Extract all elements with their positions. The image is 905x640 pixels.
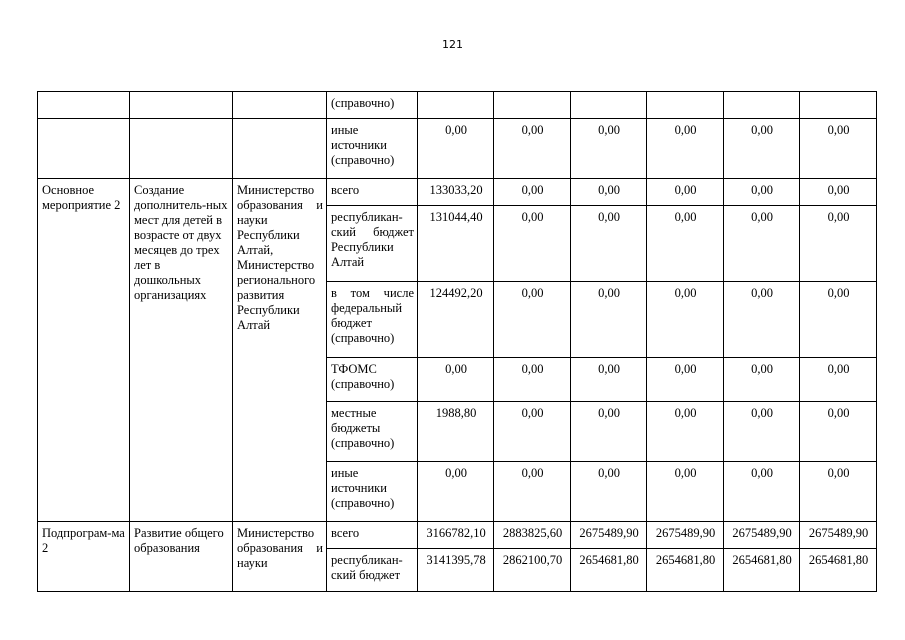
activity-cell: Создание дополнитель-ных мест для детей в возрасте от двух месяцев до трех лет в дошкольных организациях bbox=[130, 179, 233, 522]
program-cell bbox=[38, 119, 130, 179]
value-cell: 0,00 bbox=[647, 206, 724, 282]
activity-cell bbox=[130, 119, 233, 179]
value-cell: 0,00 bbox=[494, 179, 571, 206]
value-cell: 0,00 bbox=[418, 462, 494, 522]
value-cell: 0,00 bbox=[494, 119, 571, 179]
source-cell: иные источники (справочно) bbox=[327, 462, 418, 522]
value-cell bbox=[571, 92, 647, 119]
executor-cell: Министерство образования и науки bbox=[233, 522, 327, 592]
table-row bbox=[38, 92, 877, 119]
value-cell: 0,00 bbox=[571, 179, 647, 206]
value-cell: 3166782,10 bbox=[418, 522, 494, 549]
value-cell bbox=[647, 92, 724, 119]
program-cell: Подпрограм-ма 2 bbox=[38, 522, 130, 592]
value-cell: 2883825,60 bbox=[494, 522, 571, 549]
value-cell: 0,00 bbox=[800, 206, 877, 282]
executor-cell: Министерство образования и науки Республики Алтай, Министерство регионального развития Республики Алтай bbox=[233, 179, 327, 522]
value-cell: 2675489,90 bbox=[647, 522, 724, 549]
value-cell: 0,00 bbox=[800, 119, 877, 179]
table-row bbox=[38, 119, 877, 179]
source-cell: всего bbox=[327, 179, 418, 206]
source-cell: республикан-ский бюджет bbox=[327, 549, 418, 592]
value-cell: 0,00 bbox=[571, 402, 647, 462]
budget-table bbox=[37, 91, 877, 592]
source-cell: ТФОМС (справочно) bbox=[327, 358, 418, 402]
source-cell: (справочно) bbox=[327, 92, 418, 119]
value-cell: 0,00 bbox=[800, 282, 877, 358]
value-cell: 0,00 bbox=[724, 119, 800, 179]
value-cell: 2654681,80 bbox=[800, 549, 877, 592]
value-cell: 0,00 bbox=[724, 206, 800, 282]
value-cell: 0,00 bbox=[724, 282, 800, 358]
value-cell bbox=[418, 92, 494, 119]
value-cell: 2654681,80 bbox=[571, 549, 647, 592]
value-cell bbox=[800, 92, 877, 119]
program-cell bbox=[38, 92, 130, 119]
value-cell: 124492,20 bbox=[418, 282, 494, 358]
value-cell: 0,00 bbox=[571, 462, 647, 522]
activity-cell bbox=[130, 92, 233, 119]
value-cell: 0,00 bbox=[724, 462, 800, 522]
value-cell bbox=[494, 92, 571, 119]
value-cell: 2654681,80 bbox=[724, 549, 800, 592]
value-cell: 0,00 bbox=[647, 358, 724, 402]
value-cell: 0,00 bbox=[647, 179, 724, 206]
value-cell: 0,00 bbox=[724, 402, 800, 462]
value-cell: 0,00 bbox=[800, 358, 877, 402]
source-cell: иные источники (справочно) bbox=[327, 119, 418, 179]
value-cell: 2675489,90 bbox=[724, 522, 800, 549]
value-cell: 0,00 bbox=[494, 462, 571, 522]
value-cell: 0,00 bbox=[647, 402, 724, 462]
table-row bbox=[38, 522, 877, 549]
value-cell: 0,00 bbox=[418, 119, 494, 179]
value-cell: 0,00 bbox=[800, 462, 877, 522]
page-number: 121 bbox=[442, 38, 463, 51]
value-cell: 0,00 bbox=[494, 402, 571, 462]
value-cell: 0,00 bbox=[418, 358, 494, 402]
value-cell bbox=[724, 92, 800, 119]
executor-cell bbox=[233, 119, 327, 179]
value-cell: 1988,80 bbox=[418, 402, 494, 462]
value-cell: 0,00 bbox=[494, 282, 571, 358]
table-row bbox=[38, 179, 877, 206]
value-cell: 131044,40 bbox=[418, 206, 494, 282]
value-cell: 0,00 bbox=[724, 358, 800, 402]
activity-cell: Развитие общего образования bbox=[130, 522, 233, 592]
source-cell: всего bbox=[327, 522, 418, 549]
value-cell: 2675489,90 bbox=[800, 522, 877, 549]
value-cell: 0,00 bbox=[571, 206, 647, 282]
value-cell: 0,00 bbox=[571, 282, 647, 358]
value-cell: 2654681,80 bbox=[647, 549, 724, 592]
source-cell: в том числе федеральный бюджет (справочно) bbox=[327, 282, 418, 358]
source-cell: местные бюджеты (справочно) bbox=[327, 402, 418, 462]
value-cell: 0,00 bbox=[724, 179, 800, 206]
value-cell: 2675489,90 bbox=[571, 522, 647, 549]
value-cell: 2862100,70 bbox=[494, 549, 571, 592]
value-cell: 0,00 bbox=[494, 358, 571, 402]
value-cell: 0,00 bbox=[647, 119, 724, 179]
executor-cell bbox=[233, 92, 327, 119]
value-cell: 0,00 bbox=[494, 206, 571, 282]
value-cell: 0,00 bbox=[647, 282, 724, 358]
program-cell: Основное мероприятие 2 bbox=[38, 179, 130, 522]
value-cell: 0,00 bbox=[571, 119, 647, 179]
source-cell: республикан-ский бюджет Республики Алтай bbox=[327, 206, 418, 282]
value-cell: 3141395,78 bbox=[418, 549, 494, 592]
value-cell: 0,00 bbox=[571, 358, 647, 402]
value-cell: 0,00 bbox=[800, 402, 877, 462]
value-cell: 0,00 bbox=[647, 462, 724, 522]
value-cell: 133033,20 bbox=[418, 179, 494, 206]
value-cell: 0,00 bbox=[800, 179, 877, 206]
